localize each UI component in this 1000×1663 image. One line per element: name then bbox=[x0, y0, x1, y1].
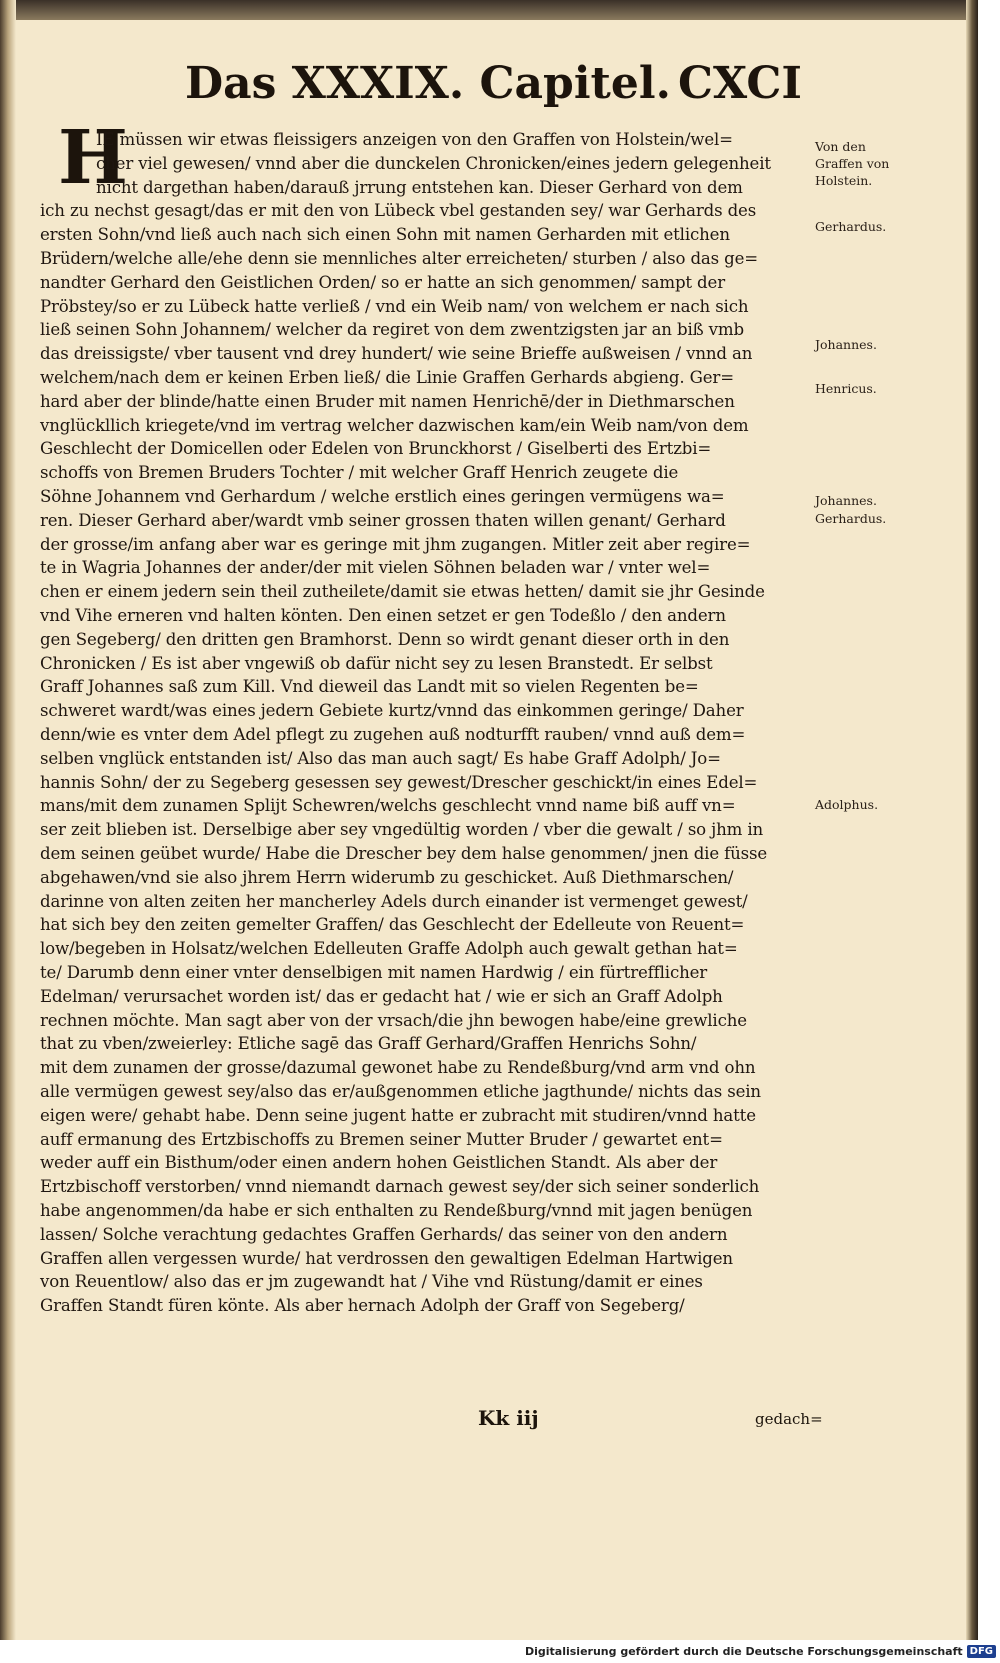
text-line: gen Segeberg/ den dritten gen Bramhorst. Denn so wirdt genant dieser orth in den bbox=[40, 629, 730, 649]
text-line: auff ermanung des Ertzbischoffs zu Bremen seiner Mutter Bruder / gewartet ent= bbox=[40, 1129, 723, 1149]
text-line: rechnen möchte. Man sagt aber von der vrsach/die jhn bewogen habe/eine grewliche bbox=[40, 1010, 747, 1030]
margin-note: Johannes. bbox=[815, 337, 877, 352]
text-line: Graffen Standt füren könte. Als aber hernach Adolph der Graff von Segeberg/ bbox=[40, 1296, 685, 1316]
dfg-logo-icon: DFG bbox=[967, 1645, 996, 1658]
text-line: mans/mit dem zunamen Splijt Schewren/welchs geschlecht vnnd name biß auff vn= bbox=[40, 796, 736, 816]
text-line: vnd Vihe erneren vnd halten könten. Den einen setzet er gen Todeßlo / den andern bbox=[40, 606, 726, 625]
text-line: te in Wagria Johannes der ander/der mit vielen Söhnen beladen war / vnter wel= bbox=[40, 558, 711, 578]
margin-note: Graffen von bbox=[815, 156, 890, 171]
text-line: mit dem zunamen der grosse/dazumal gewonet habe zu Rendeßburg/vnd arm vnd ohn bbox=[40, 1058, 756, 1078]
text-line: IE müssen wir etwas fleissigers anzeigen von den Graffen von Holstein/wel= bbox=[96, 130, 733, 149]
text-line: schoffs von Bremen Bruders Tochter / mit welcher Graff Henrich zeugete die bbox=[40, 463, 679, 483]
text-line: vnglückllich kriegete/vnd im vertrag welcher dazwischen kam/ein Weib nam/von dem bbox=[40, 415, 749, 435]
text-line: low/begeben in Holsatz/welchen Edelleuten Graffe Adolph auch gewalt gethan hat= bbox=[40, 939, 738, 959]
margin-note: Gerhardus. bbox=[815, 511, 887, 526]
signature-mark: Kk iij bbox=[478, 1406, 539, 1430]
margin-note: Adolphus. bbox=[815, 797, 879, 812]
text-line: that zu vben/zweierley: Etliche sagē das Graff Gerhard/Graffen Henrichs Sohn/ bbox=[40, 1034, 697, 1054]
folio-number: CXCI bbox=[678, 58, 802, 109]
catchword: gedach= bbox=[755, 1410, 823, 1428]
text-line: habe angenommen/da habe er sich enthalten zu Rendeßburg/vnnd mit jagen benügen bbox=[40, 1201, 753, 1220]
text-line: Chronicken / Es ist aber vngewiß ob dafür nicht sey zu lesen Branstedt. Er selbst bbox=[40, 653, 713, 673]
text-line: weder auff ein Bisthum/oder einen andern hohen Geistlichen Standt. Als aber der bbox=[40, 1153, 718, 1173]
text-line: schweret wardt/was eines jedern Gebiete kurtz/vnnd das einkommen geringe/ Daher bbox=[40, 701, 744, 721]
text-line: ersten Sohn/vnd ließ auch nach sich einen Sohn mit namen Gerharden mit etlichen bbox=[40, 225, 730, 245]
text-line: welchem/nach dem er keinen Erben ließ/ die Linie Graffen Gerhards abgieng. Ger= bbox=[40, 368, 734, 387]
text-line: Pröbstey/so er zu Lübeck hatte verließ / vnd ein Weib nam/ von welchem er nach sich bbox=[40, 296, 749, 316]
page-gutter-shadow bbox=[0, 0, 16, 1640]
text-line: hannis Sohn/ der zu Segeberg gesessen sey gewest/Drescher geschickt/in eines Edel= bbox=[40, 772, 758, 792]
text-line: te/ Darumb denn einer vnter denselbigen mit namen Hardwig / ein fürtrefflicher bbox=[40, 963, 708, 982]
text-line: ließ seinen Sohn Johannem/ welcher da regiret von dem zwentzigsten jar an biß vmb bbox=[40, 320, 744, 340]
text-line: ren. Dieser Gerhard aber/wardt vmb seiner grossen thaten willen genant/ Gerhard bbox=[40, 510, 726, 530]
text-line: Graff Johannes saß zum Kill. Vnd dieweil das Landt mit so vielen Regenten be= bbox=[40, 677, 699, 697]
text-line: chen er einem jedern sein theil zutheilete/damit sie etwas hetten/ damit sie jhr Gesinde bbox=[40, 582, 765, 602]
text-line: Söhne Johannem vnd Gerhardum / welche erstlich eines geringen vermügens wa= bbox=[40, 487, 725, 506]
margin-note: Von den bbox=[815, 139, 866, 154]
text-line: der grosse/im anfang aber war es geringe mit jhm zugangen. Mitler zeit aber regire= bbox=[40, 534, 751, 554]
text-line: cher viel gewesen/ vnnd aber die dunckelen Chronicken/eines jedern gelegenheit bbox=[96, 153, 771, 173]
text-line: alle vermügen gewest sey/also das er/außgenommen etliche jagthunde/ nichts das sein bbox=[40, 1082, 761, 1101]
drop-cap-initial: H bbox=[58, 115, 128, 201]
chapter-title: Das XXXIX. Capitel. bbox=[185, 58, 671, 109]
page-top-edge bbox=[0, 0, 978, 20]
text-line: dem seinen geübet wurde/ Habe die Drescher bey dem halse genommen/ jnen die füsse bbox=[40, 844, 768, 863]
credit-text: Digitalisierung gefördert durch die Deutsche Forschungsgemeinschaft bbox=[524, 1645, 963, 1658]
text-line: selben vnglück entstanden ist/ Also das man auch sagt/ Es habe Graff Adolph/ Jo= bbox=[40, 748, 721, 768]
digitization-credit bbox=[525, 1645, 996, 1658]
text-line: ich zu nechst gesagt/das er mit den von Lübeck vbel gestanden sey/ war Gerhards des bbox=[40, 201, 757, 221]
text-line: lassen/ Solche verachtung gedachtes Graffen Gerhards/ das seiner von den andern bbox=[40, 1224, 728, 1244]
text-line: darinne von alten zeiten her mancherley Adels durch einander ist vermenget gewest/ bbox=[40, 891, 748, 911]
running-header bbox=[0, 58, 978, 118]
text-line: Ertzbischoff verstorben/ vnnd niemandt darnach gewest sey/der sich seiner sonderlich bbox=[40, 1177, 760, 1197]
text-line: eigen were/ gehabt habe. Denn seine jugent hatte er zubracht mit studiren/vnnd hatte bbox=[40, 1105, 756, 1125]
text-line: Graffen allen vergessen wurde/ hat verdrossen den gewaltigen Edelman Hartwigen bbox=[40, 1248, 733, 1268]
text-line: hat sich bey den zeiten gemelter Graffen/ das Geschlecht der Edelleute von Reuent= bbox=[40, 915, 745, 935]
text-line: Brüdern/welche alle/ehe denn sie mennliches alter erreicheten/ sturben / also das ge= bbox=[40, 249, 759, 268]
text-line: das dreissigste/ vber tausent vnd drey hundert/ wie seine Brieffe außweisen / vnnd an bbox=[40, 344, 753, 364]
text-line: denn/wie es vnter dem Adel pflegt zu zugehen auß nodturfft rauben/ vnnd auß dem= bbox=[40, 725, 746, 744]
text-line: nicht dargethan haben/darauß jrrung entstehen kan. Dieser Gerhard von dem bbox=[96, 177, 743, 197]
margin-note: Johannes. bbox=[815, 493, 877, 508]
text-line: nandter Gerhard den Geistlichen Orden/ so er hatte an sich genommen/ sampt der bbox=[40, 272, 725, 292]
text-line: hard aber der blinde/hatte einen Bruder mit namen Henrichē/der in Diethmarschen bbox=[40, 391, 735, 411]
text-line: von Reuentlow/ also das er jm zugewandt hat / Vihe vnd Rüstung/damit er eines bbox=[40, 1272, 703, 1292]
margin-note: Henricus. bbox=[815, 381, 877, 396]
text-line: ser zeit blieben ist. Derselbige aber sey vngedültig worden / vber die gewalt / so jhm in bbox=[40, 820, 764, 840]
page-right-edge bbox=[966, 0, 978, 1640]
text-line: abgehawen/vnd sie also jhrem Herrn widerumb zu geschicket. Auß Diethmarschen/ bbox=[40, 867, 734, 887]
text-line: Geschlecht der Domicellen oder Edelen von Brunckhorst / Giselberti des Ertzbi= bbox=[40, 439, 712, 459]
margin-note: Holstein. bbox=[815, 173, 873, 188]
text-line: Edelman/ verursachet worden ist/ das er gedacht hat / wie er sich an Graff Adolph bbox=[40, 986, 723, 1006]
margin-note: Gerhardus. bbox=[815, 219, 887, 234]
